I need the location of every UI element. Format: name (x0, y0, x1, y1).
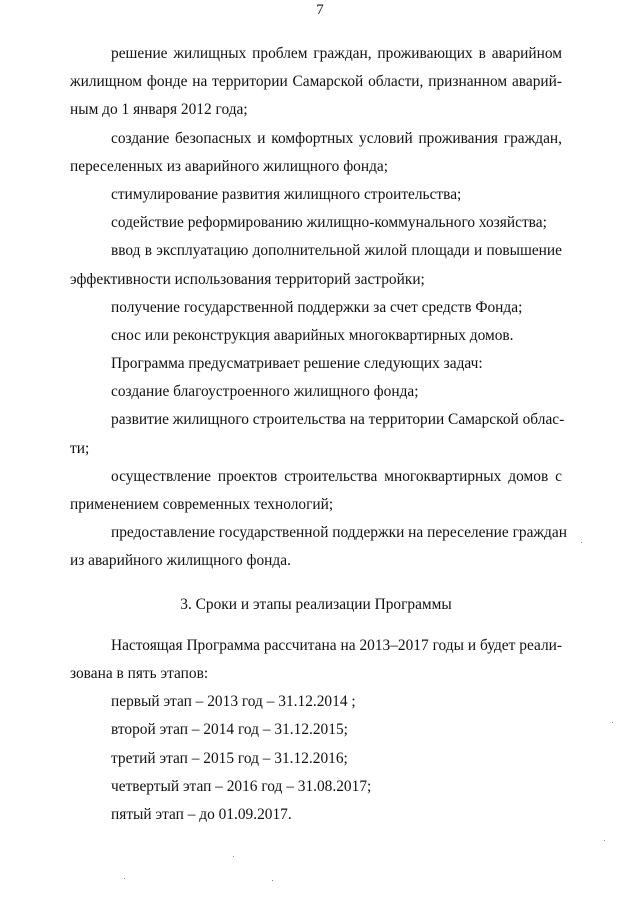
text-line: предоставление государственной поддержки на переселение граждан (111, 524, 567, 542)
scan-speck (124, 878, 125, 879)
text-line: переселенных из аварийного жилищного фонда; (70, 157, 389, 175)
scan-speck (581, 542, 582, 543)
text-line: решение жилищных проблем граждан, проживающих в аварийном (111, 45, 562, 62)
text-line: Программа предусматривает решение следующих задач: (111, 355, 483, 373)
scan-speck (272, 880, 273, 881)
text-line: эффективности использования территорий застройки; (70, 270, 425, 288)
text-line: создание благоустроенного жилищного фонда; (111, 383, 419, 401)
text-line: создание безопасных и комфортных условий проживания граждан, (111, 129, 562, 147)
scan-speck (612, 722, 613, 723)
scan-speck (604, 840, 605, 841)
text-line: четвертый этап – 2016 год – 31.08.2017; (111, 777, 372, 795)
page-number: 7 (316, 2, 324, 18)
text-line: зована в пять этапов: (70, 664, 209, 682)
objectives-paragraphs (70, 40, 567, 576)
text-line: развитие жилищного строительства на территории Самарской облас- (111, 411, 565, 429)
text-line: ввод в эксплуатацию дополнительной жилой площади и повышение (111, 242, 562, 260)
spacer (70, 619, 562, 632)
section-heading: 3. Сроки и этапы реализации Программы (180, 595, 452, 613)
text-line: второй этап – 2014 год – 31.12.2015; (111, 721, 348, 739)
text-line: получение государственной поддержки за счет средств Фонда; (111, 298, 523, 316)
text-line: из аварийного жилищного фонда. (70, 552, 291, 570)
document-body (70, 40, 567, 829)
text-line: содействие реформированию жилищно-коммунального хозяйства; (111, 214, 547, 232)
stages-paragraphs (70, 632, 562, 829)
text-line: ти; (70, 439, 90, 457)
text-line: пятый этап – до 01.09.2017. (111, 805, 292, 823)
text-line: третий этап – 2015 год – 31.12.2016; (111, 749, 348, 767)
spacer (70, 576, 562, 591)
text-line: ным до 1 января 2012 года; (70, 101, 248, 119)
text-line: стимулирование развития жилищного строительства; (111, 185, 462, 203)
text-line: применением современных технологий; (70, 496, 334, 513)
text-line: снос или реконструкция аварийных многоквартирных домов. (111, 326, 514, 344)
text-line: осуществление проектов строительства многоквартирных домов с (111, 467, 562, 485)
text-line: Настоящая Программа рассчитана на 2013–2017 годы и будет реали- (111, 636, 562, 654)
text-line: первый этап – 2013 год – 31.12.2014 ; (111, 693, 356, 711)
text-line: жилищном фонде на территории Самарской области, признанном аварий- (70, 73, 562, 91)
scan-speck (233, 856, 234, 857)
